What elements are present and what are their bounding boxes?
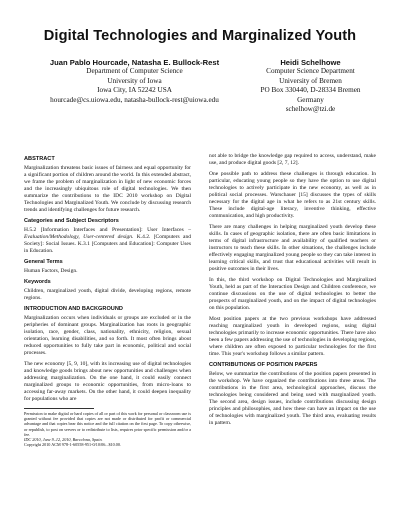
author-group-left (24, 58, 245, 114)
right-paragraph-6: Below, we summarize the contributions of the position papers presented in the workshop. We have organized the contributions into three areas. The contributions in the first area, technological approaches, discuss the technologies being considered and being used with marginalized youth. The second area, design issues, include contributions discussing design principles and philosophies, and how these can have an impact on the use of technologies with marginalized youth. The third area, evaluating results in pattern. (209, 371, 376, 426)
author-names-left: Juan Pablo Hourcade, Natasha E. Bullock-Rest (49, 58, 220, 67)
abstract-text: Marginalization threatens basic issues of fairness and equal opportunity for a significant portion of children around the world. In this extended abstract, we frame the problem of marginalization in light of new economic forces and the increasingly ubiquitous role of digital technologies. We then summarize the contributions to the IDC 2010 workshop on Digital Technologies and Marginalized Youth. We conclude by discussing research trends and identifying challenges for future research. (24, 165, 191, 213)
terms-heading: General Terms (24, 259, 63, 265)
keywords-text: Children, marginalized youth, digital divide, developing regions, remote regions. (24, 288, 191, 301)
right-column (209, 153, 376, 447)
left-column (24, 153, 191, 447)
contributions-heading: CONTRIBUTIONS OF POSITION PAPERS (209, 362, 318, 368)
author-dept-right: Computer Science Department (266, 67, 355, 76)
author-dept-left: Department of Computer Science (86, 67, 183, 76)
footnote-permission: Permission to make digital or hard copies of all or part of this work for personal or classroom use is granted without fee provided that copies are not made or distributed for profit or commercial advantage and that copies bear this notice and the full citation on the first page. To copy otherwise, or republish, to post on servers or to redistribute to lists, requires prior specific permission and/or a fee. (24, 411, 191, 437)
paper-title: Digital Technologies and Marginalized Youth (43, 28, 357, 44)
body-columns (24, 153, 376, 447)
categories-text (24, 227, 191, 255)
intro-heading: INTRODUCTION AND BACKGROUND (24, 306, 123, 312)
author-email-left[interactable]: hourcade@cs.uiowa.edu, natasha-bullock-rest@uiowa.edu (50, 95, 219, 104)
author-email-right[interactable]: schelhow@tzi.de (285, 105, 336, 114)
author-block (24, 58, 376, 114)
right-paragraph-4: In this, the third workshop on Digital Technologies and Marginalized Youth, held as part of the Interaction Design and Children conference, we continue discussions on the use of digital technologies to better the prospects of marginalized youth, and on the impact of digital technologies on this population. (209, 277, 376, 311)
right-paragraph-5: Most position papers at the two previous workshops have addressed reaching marginalized youth in developed regions, using digital technologies primarily to increase economic opportunities. There have also been a few papers addressing the use of technologies in developing regions, where children are often exposed to particular technologies for the first time. This year's workshop follows a similar pattern. (209, 316, 376, 357)
keywords-heading: Keywords (24, 279, 51, 285)
footnote-divider (24, 408, 94, 409)
copyright-footnote (24, 411, 191, 447)
author-names-right: Heidi Schelhowe (280, 58, 341, 67)
categories-text-b: . K.4.2. [Computers and Society]: Social Issues. K.3.1 [Computers and Education]: Computer Uses in Education. (24, 234, 191, 254)
categories-text-a: H.5.2 [Information Interfaces and Presentation]: User Interfaces – (24, 227, 191, 233)
footnote-conference: IDC 2010, June 9–12, 2010, Barcelona, Spain. (24, 437, 103, 443)
categories-text-italic: Evaluation/Methodology, User-centered design (24, 234, 132, 240)
footnote-copyright: Copyright 2010 ACM 978-1-60558-951-0/10/06...$10.00. (24, 442, 122, 448)
categories-heading: Categories and Subject Descriptors (24, 218, 119, 224)
terms-text: Human Factors, Design. (24, 268, 78, 274)
intro-paragraph-1: Marginalization occurs when individuals or groups are excluded or in the peripheries of dominant groups. Marginalization has roots in geographic isolation, race, gender, class, nationality, ethnicity, religion, sexual orientation, learning disabilities, and so forth. It most often brings about reduced opportunities to fully take part in economic, political and social processes. (24, 315, 191, 356)
intro-paragraph-2: The new economy [5, 9, 10], with its increasing use of digital technologies and knowledge goods brings about new opportunities and challenges when addressing marginalization. On the one hand, it could easily connect marginalized groups to economic opportunities, from micro-loans to accessing far-away markets. On the other hand, it could deepen inequality for populations who are (24, 361, 191, 402)
author-addr-right: PO Box 330440, D-28334 Bremen (260, 86, 361, 95)
right-paragraph-3: There are many challenges in helping marginalized youth develop these skills. In cases of geographic isolation, there are often basic limitations in terms of digital infrastructure and availability of qualified teachers or instructors to teach these skills. In other situations, the challenges include effectively engaging marginalized young people so they can take interest in learning critical skills, and trust that educational activities will result in positive outcomes in their lives. (209, 224, 376, 272)
right-paragraph-1: not able to bridge the knowledge gap required to access, understand, make use, and produce digital goods [2, 7, 12]. (209, 153, 376, 166)
author-group-right (245, 58, 376, 114)
author-addr-left: Iowa City, IA 52242 USA (97, 86, 172, 95)
abstract-heading: ABSTRACT (24, 156, 55, 162)
author-country-right: Germany (297, 95, 324, 104)
author-univ-right: University of Bremen (279, 76, 342, 85)
right-paragraph-2: One possible path to address these challenges is through education. In particular, educating young people so they have the option to use digital technologies to actively participate in the new economy, as well as in political social processes. Warschauer [15] discusses the types of skills necessary for the digital age in what he refers to as 21st century skills. These include digital-age literacy, inventive thinking, effective communication, and high productivity. (209, 171, 376, 219)
author-univ-left: University of Iowa (107, 76, 162, 85)
